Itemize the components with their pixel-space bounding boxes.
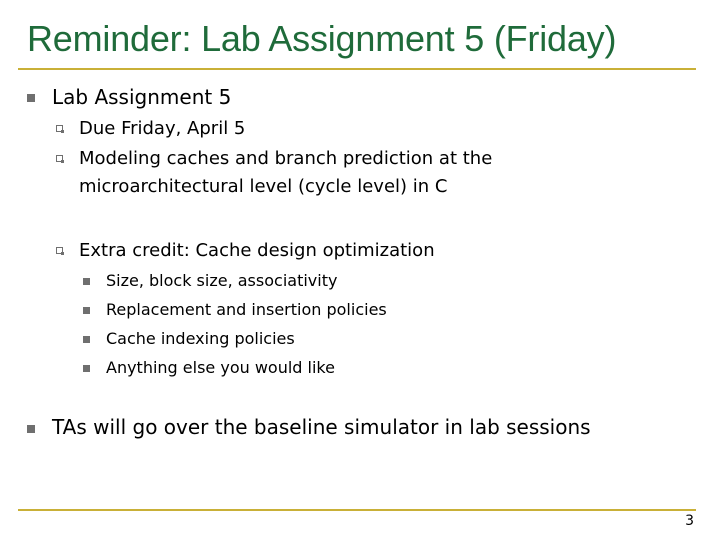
hollow-square-bullet-icon [56, 125, 63, 132]
square-bullet-icon [83, 336, 90, 343]
hollow-square-bullet-icon [56, 247, 63, 254]
bullet-modeling-line1: Modeling caches and branch prediction at the [79, 148, 493, 169]
hollow-square-bullet-icon [56, 155, 63, 162]
bullet-extra-credit: Extra credit: Cache design optimization [79, 240, 435, 261]
square-bullet-icon [27, 94, 35, 102]
bullet-indexing: Cache indexing policies [106, 329, 295, 348]
slide-title: Reminder: Lab Assignment 5 (Friday) [27, 18, 617, 59]
bullet-size: Size, block size, associativity [106, 271, 338, 290]
bullet-tas: TAs will go over the baseline simulator in lab sessions [52, 415, 591, 439]
bullet-replacement: Replacement and insertion policies [106, 300, 387, 319]
square-bullet-icon [83, 307, 90, 314]
square-bullet-icon [27, 425, 35, 433]
bullet-modeling-line2: microarchitectural level (cycle level) in C [79, 176, 448, 197]
square-bullet-icon [83, 278, 90, 285]
title-divider [18, 68, 696, 70]
page-number: 3 [685, 513, 694, 529]
footer-divider [18, 509, 696, 511]
square-bullet-icon [83, 365, 90, 372]
bullet-due-date: Due Friday, April 5 [79, 118, 246, 139]
bullet-anything: Anything else you would like [106, 358, 335, 377]
bullet-lab-assignment: Lab Assignment 5 [52, 85, 232, 109]
